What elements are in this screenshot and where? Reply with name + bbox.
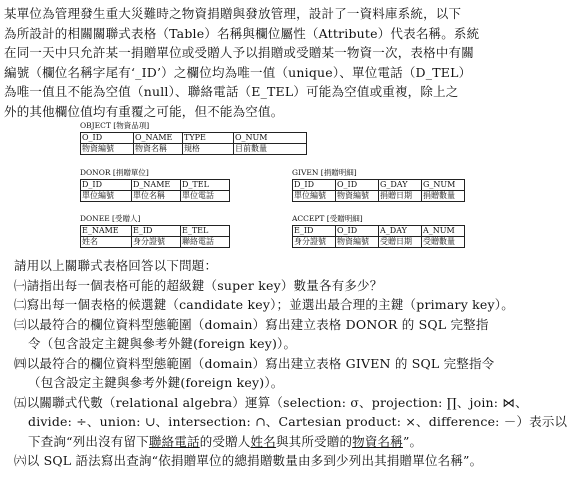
header-cell: E_ID (293, 226, 336, 237)
header-cell: G_NUM (422, 180, 465, 191)
header-cell: E_ID (132, 226, 181, 237)
query-text: 的受贈人 (199, 433, 251, 449)
header-cell: D_NAME (132, 180, 181, 191)
intro-line: 外的其他欄位值均有重覆之可能，但不能為空值。 (4, 103, 284, 119)
intro-paragraph (4, 4, 570, 122)
given-table (292, 168, 465, 202)
desc-cell: 單位名稱 (132, 191, 181, 202)
table-desc-row (293, 191, 465, 202)
desc-cell: 姓名 (81, 237, 132, 248)
donor-table-caption: DONOR [捐贈單位] (80, 168, 149, 177)
table-header-row (293, 180, 465, 191)
header-cell: O_NAME (134, 133, 183, 144)
desc-cell: 身分證號 (132, 237, 181, 248)
table-desc-row (81, 237, 230, 248)
header-cell: G_DAY (379, 180, 422, 191)
table-header-row (81, 133, 307, 144)
table-header-row (293, 226, 465, 237)
desc-cell: 物資名稱 (134, 144, 183, 155)
table-desc-row (81, 144, 307, 155)
donee-table-caption: DONEE [受贈人] (80, 214, 141, 223)
query-text: 與其所受贈的 (275, 433, 353, 449)
donor-table (80, 168, 230, 202)
intro-line: 在同一天中只允許某一捐贈單位或受贈人予以捐贈或受贈某一物資一次，表格中有關 (4, 45, 474, 61)
question-list (14, 256, 570, 471)
question-2: ㈡寫出每一個表格的候選鍵（candidate key）；並選出最合理的主鍵（primary key）。 (14, 297, 514, 312)
desc-cell: 物資編號 (81, 144, 134, 155)
question-4-cont: （包含設定主鍵與參考外鍵(foreign key)）。 (28, 375, 284, 390)
question-3-cont: 令（包含設定主鍵與參考外鍵(foreign key)）。 (28, 336, 297, 351)
header-cell: O_ID (336, 226, 379, 237)
question-5: ㈤以關聯式代數（relational algebra）運算（selection: σ、projection: ∏、join: ⋈、 (14, 394, 528, 410)
underlined-term: 姓名 (250, 433, 276, 449)
question-3: ㈢以最符合的欄位資料型態範圍（domain）寫出建立表格 DONOR 的 SQL 完整指 (14, 316, 489, 332)
header-cell: O_ID (336, 180, 379, 191)
intro-line: 為唯一值且不能為空值（null）、聯絡電話（E_TEL）可能為空值或重複，除上之 (4, 84, 459, 100)
header-cell: D_TEL (181, 180, 230, 191)
desc-cell: 單位編號 (81, 191, 132, 202)
intro-line: 為所設計的相關關聯式表格（Table）名稱與欄位屬性（Attribute）代表名稱。系統 (4, 25, 480, 41)
header-cell: E_NAME (81, 226, 132, 237)
header-cell: O_ID (81, 133, 134, 144)
query-text: 下查詢“列出沒有留下 (28, 433, 149, 449)
given-table-caption: GIVEN [捐贈明細] (292, 168, 357, 177)
table-desc-row (293, 237, 465, 248)
underlined-term: 聯絡電話 (148, 433, 200, 449)
desc-cell: 受贈數量 (422, 237, 465, 248)
desc-cell: 身分證號 (293, 237, 336, 248)
desc-cell: 目前數量 (234, 144, 307, 155)
question-1: ㈠請指出每一個表格可能的超級鍵（super key）數量各有多少？ (14, 277, 383, 293)
question-6: ㈥以 SQL 語法寫出查詢“依捐贈單位的總捐贈數量由多到少列出其捐贈單位名稱”。 (14, 453, 483, 468)
object-table (80, 121, 307, 155)
header-cell: D_ID (293, 180, 336, 191)
table-header-row (81, 180, 230, 191)
intro-line: 編號（欄位名稱字尾有‘_ID’）之欄位均為唯一值（unique）、單位電話（D_TEL） (4, 64, 472, 80)
question-4: ㈣以最符合的欄位資料型態範圍（domain）寫出建立表格 GIVEN 的 SQL 完整指令 (14, 355, 495, 371)
desc-cell: 捐贈數量 (422, 191, 465, 202)
header-cell: D_ID (81, 180, 132, 191)
question-5-query (14, 432, 570, 452)
table-desc-row (81, 191, 230, 202)
donee-table (80, 214, 230, 248)
header-cell: TYPE (183, 133, 234, 144)
table-header-row (81, 226, 230, 237)
object-table-caption: OBJECT [物資品項] (80, 121, 150, 130)
question-5-cont: divide: ÷、union: ∪、intersection: ∩、Cartesian product: ×、difference: －）表示以 (28, 414, 568, 429)
questions-lead: 請用以上關聯式表格回答以下問題： (14, 258, 218, 273)
desc-cell: 單位電話 (181, 191, 230, 202)
desc-cell: 單位編號 (293, 191, 336, 202)
header-cell: O_NUM (234, 133, 307, 144)
desc-cell: 物資編號 (336, 191, 379, 202)
accept-table (292, 214, 465, 248)
desc-cell: 物資編號 (336, 237, 379, 248)
intro-line: 某單位為管理發生重大災難時之物資捐贈與發放管理，設計了一資料庫系統，以下 (4, 6, 462, 21)
header-cell: E_TEL (181, 226, 230, 237)
desc-cell: 規格 (183, 144, 234, 155)
header-cell: A_NUM (422, 226, 465, 237)
header-cell: A_DAY (379, 226, 422, 237)
desc-cell: 受贈日期 (379, 237, 422, 248)
query-text: ”。 (402, 433, 423, 449)
desc-cell: 捐贈日期 (379, 191, 422, 202)
desc-cell: 聯絡電話 (181, 237, 230, 248)
underlined-term: 物資名稱 (352, 433, 403, 449)
accept-table-caption: ACCEPT [受贈明細] (292, 214, 363, 223)
